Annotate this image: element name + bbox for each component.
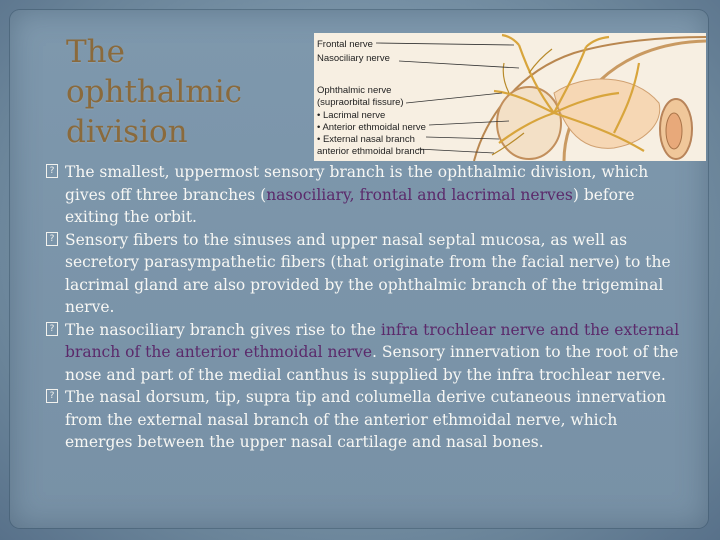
bullet-4-text: The nasal dorsum, tip, supra tip and columella derive cutaneous innervation from the external nasal branch of the anterior ethmoidal nerve, which emerges between the upper nasal cartilage and nasal bones. <box>65 388 667 451</box>
bullet-list <box>0 161 720 454</box>
bullet-2-text: Sensory fibers to the sinuses and upper nasal septal mucosa, as well as secretory parasympathetic fibers (that originate from the facial nerve) to the lacrimal gland are also provided by the ophthalmic branch of the trigeminal nerve. <box>65 230 671 316</box>
lacrimal-nerve-label: • Lacrimal nerve <box>317 110 386 121</box>
bullet-1-text-after: ) before exiting the orbit. <box>65 185 635 226</box>
bullet-3-highlight: infra trochlear nerve and the external branch of the anterior ethmoidal nerve <box>65 320 680 361</box>
supraorbital-fissure-label: (supraorbital fissure) <box>317 97 404 108</box>
bullet-item-4 <box>0 386 720 454</box>
bullet-3-text-after: . Sensory innervation to the root of the nose and part of the medial canthus is supplied by the infra trochlear nerve. <box>65 343 679 384</box>
bullet-box-icon: ? <box>46 389 58 403</box>
ophthalmic-nerve-label: Ophthalmic nerve <box>317 85 392 96</box>
bullet-box-icon: ? <box>46 322 58 336</box>
bullet-box-icon: ? <box>46 232 58 246</box>
bullet-1-highlight: nasociliary, frontal and lacrimal nerves <box>266 185 573 204</box>
anterior-ethmoidal-nerve-label: • Anterior ethmoidal nerve <box>317 122 426 133</box>
bullet-3-text-before: The nasociliary branch gives rise to the <box>65 320 381 339</box>
external-nasal-branch-label: • External nasal branch <box>317 134 415 145</box>
frontal-nerve-label: Frontal nerve <box>317 39 373 50</box>
title-line-3: division <box>66 114 188 150</box>
bullet-box-icon: ? <box>46 164 58 178</box>
slide-title <box>66 32 306 152</box>
bullet-item-1 <box>0 161 720 229</box>
ophthalmic-nerve-illustration <box>314 33 706 161</box>
title-line-2: ophthalmic <box>66 74 242 110</box>
bullet-1-text-before: The smallest, uppermost sensory branch is the ophthalmic division, which gives off three branches ( <box>65 163 649 204</box>
bullet-item-2 <box>0 229 720 319</box>
anterior-ethmoidal-branch-label: anterior ethmoidal branch <box>317 146 425 157</box>
title-line-1: The <box>66 34 125 70</box>
nasociliary-nerve-label: Nasociliary nerve <box>317 53 390 64</box>
bullet-item-3 <box>0 319 720 387</box>
